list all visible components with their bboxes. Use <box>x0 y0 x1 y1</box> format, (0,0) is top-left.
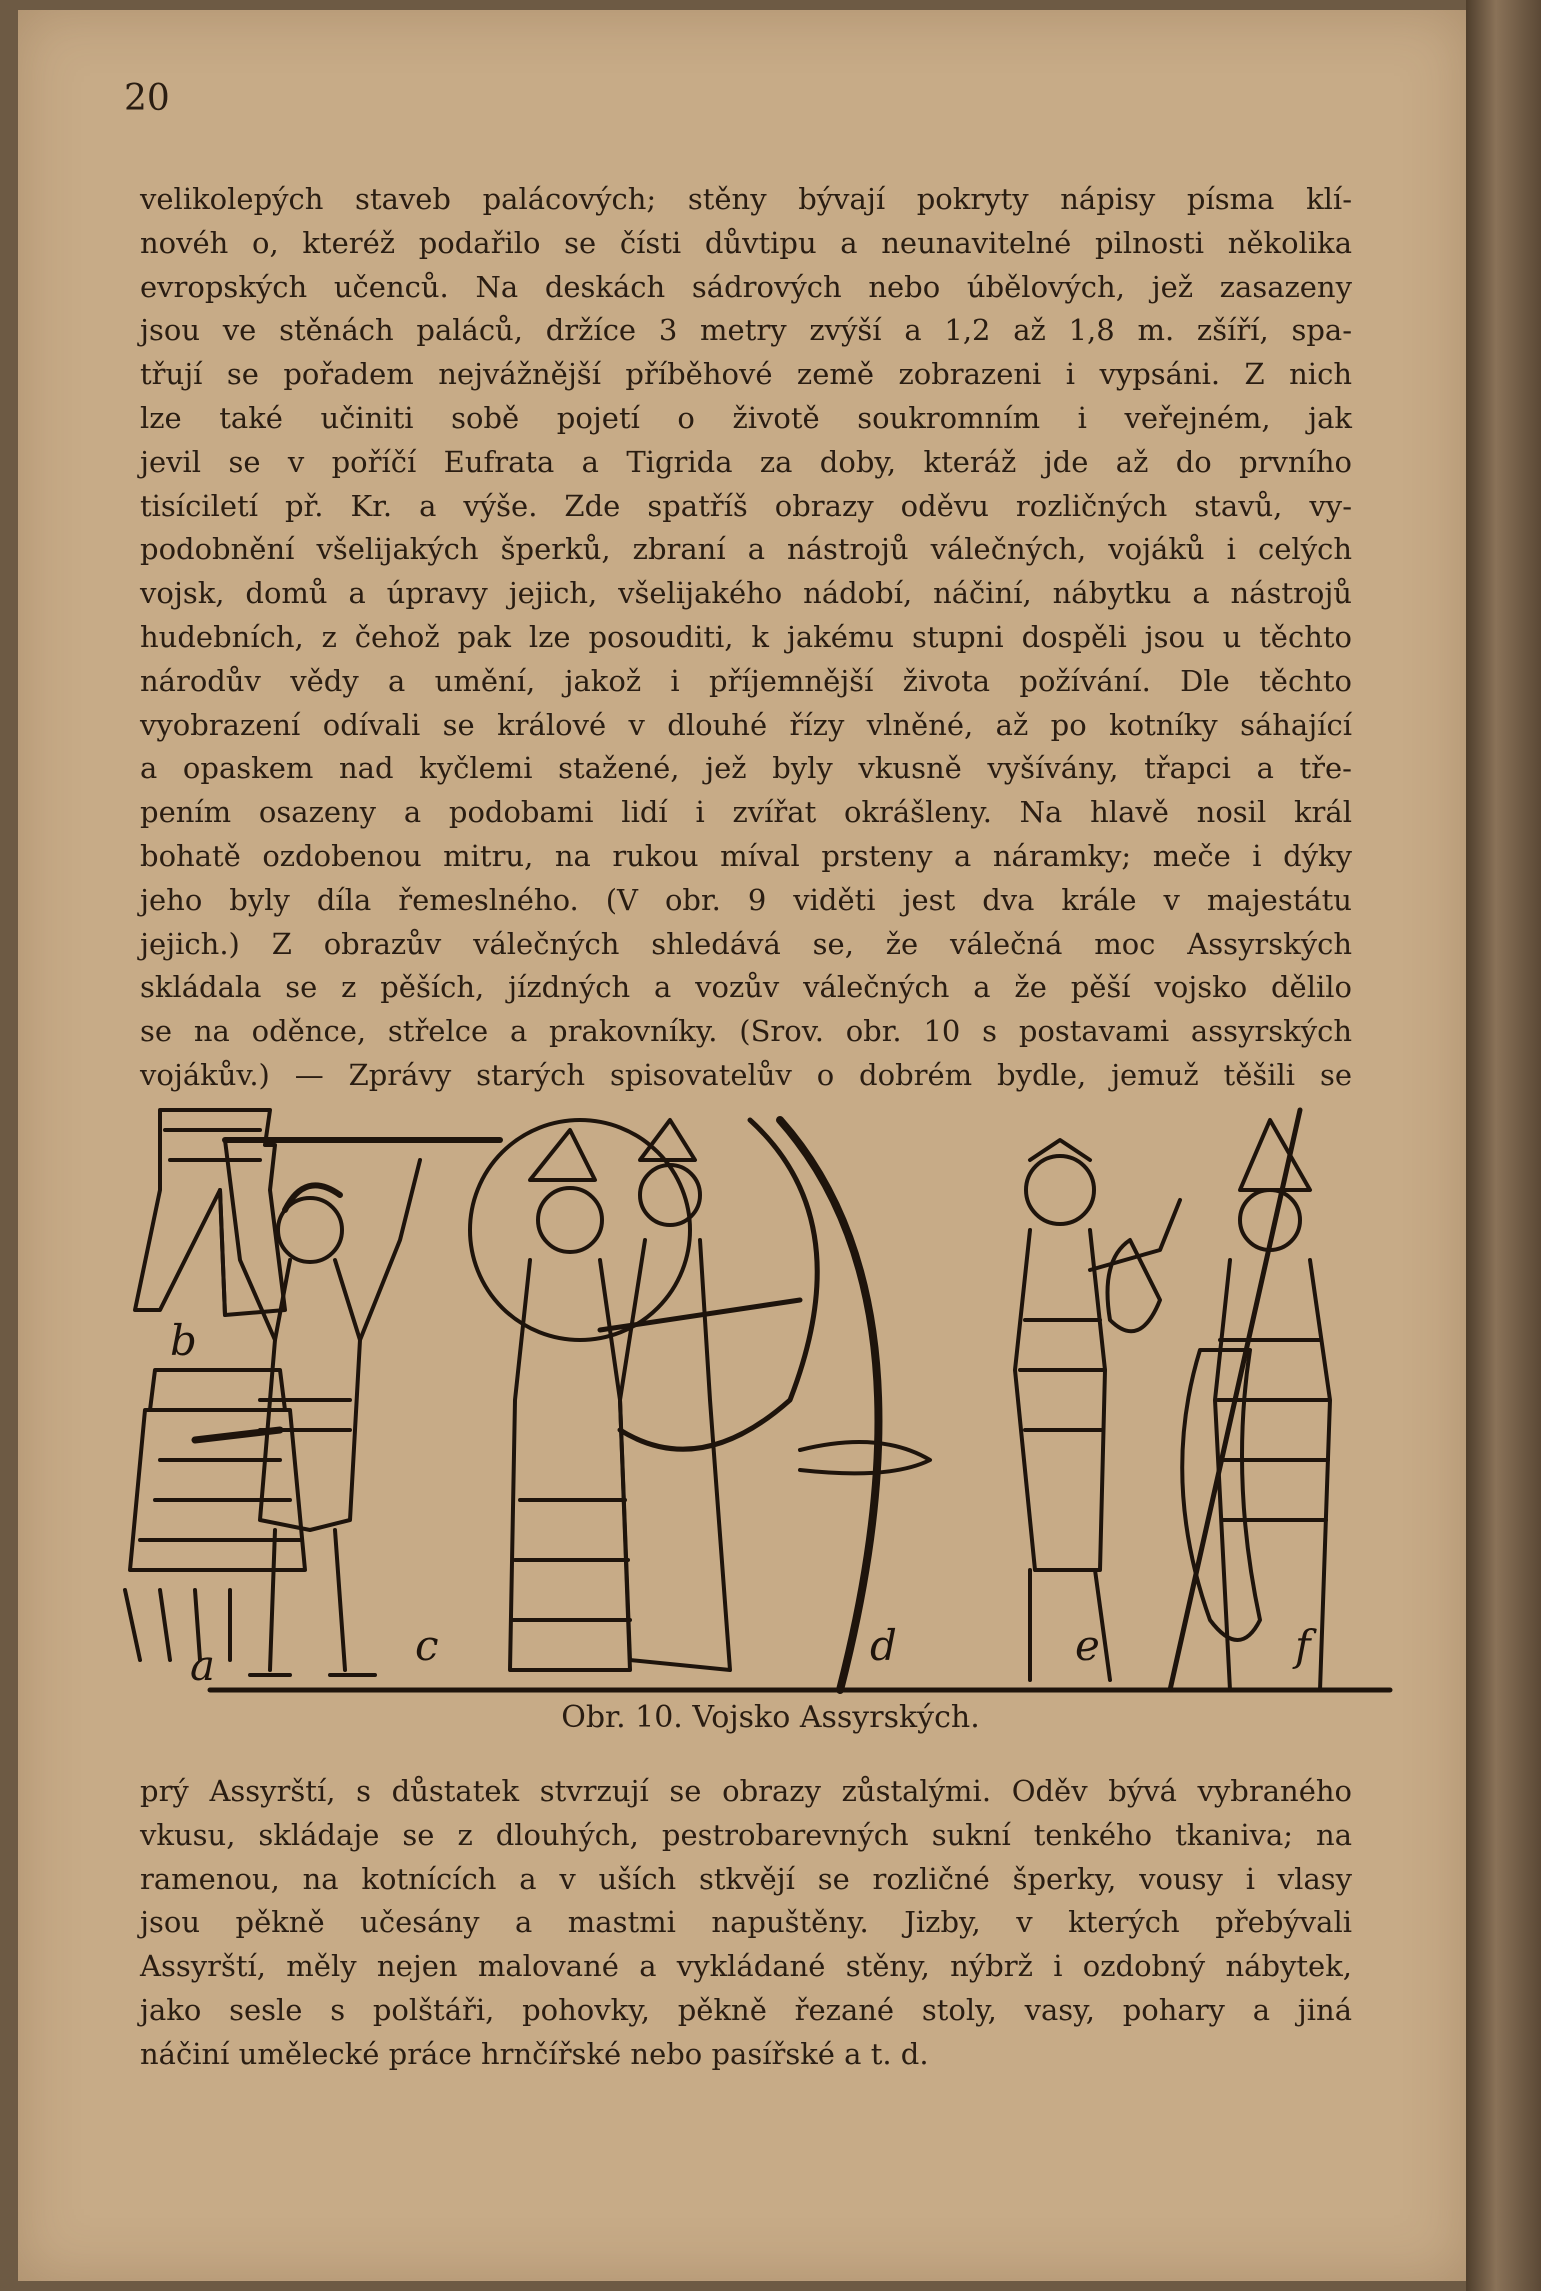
text-line: jevil se v poříčí Eufrata a Tigrida za doby, kteráž jde až do prvního <box>140 444 1352 479</box>
figure-letter-d: d <box>870 1621 897 1670</box>
text-line: Assyrští, měly nejen malované a vykládané stěny, nýbrž i ozdobný nábytek, <box>140 1949 1352 1984</box>
paragraph-1 <box>140 178 1352 1098</box>
text-line: skládala se z pěších, jízdných a vozův válečných a že pěší vojsko dělilo <box>140 970 1352 1005</box>
figure-letter-b: b <box>170 1316 197 1365</box>
text-line: lze také učiniti sobě pojetí o životě soukromním i veřejném, jak <box>140 400 1352 435</box>
text-line: bohatě ozdobenou mitru, na rukou míval prsteny a náramky; meče i dýky <box>140 838 1352 873</box>
spearman-figure-f <box>1170 1110 1330 1690</box>
text-line: jeho byly díla řemeslného. (V obr. 9 viděti jest dva krále v majestátu <box>140 882 1352 917</box>
soldier-figure-e <box>1015 1140 1180 1680</box>
text-line: vkusu, skládaje se z dlouhých, pestrobarevných sukní tenkého tkaniva; na <box>140 1817 1352 1852</box>
text-line: jejich.) Z obrazův válečných shledává se, že válečná moc Assyrských <box>140 926 1352 961</box>
text-line: evropských učenců. Na deskách sádrových nebo úbělových, jež zasazeny <box>140 269 1352 304</box>
text-line: jsou pěkně učesány a mastmi napuštěny. Jizby, v kterých přebývali <box>140 1905 1352 1940</box>
text-line: vojákův.) — Zprávy starých spisovatelův o dobrém bydle, jemuž těšili se <box>140 1057 1352 1092</box>
text-line: novéh o, kteréž podařilo se čísti důvtipu a neunavitelné pilnosti několika <box>140 225 1352 260</box>
text-line: velikolepých staveb palácových; stěny bývají pokryty nápisy písma klí- <box>140 182 1352 216</box>
text-line: náčiní umělecké práce hrnčířské nebo pasířské a t. d. <box>140 2036 929 2071</box>
garment-fragment-a <box>125 1370 305 1660</box>
figure-letter-a: a <box>190 1641 216 1690</box>
text-line: vojsk, domů a úpravy jejich, všelijakého nádobí, náčiní, nábytku a nástrojů <box>140 576 1352 611</box>
text-line: jako sesle s polštáři, pohovky, pěkně řezané stoly, vasy, pohary a jiná <box>140 1992 1352 2027</box>
text-line: jsou ve stěnách paláců, držíce 3 metry zvýší a 1,2 až 1,8 m. zšíří, spa- <box>140 313 1352 348</box>
archer-figures-d <box>510 1120 930 1690</box>
text-line: vyobrazení odívali se králové v dlouhé řízy vlněné, až po kotníky sáhající <box>140 707 1352 742</box>
figure-letter-c: c <box>415 1621 439 1670</box>
text-line: podobnění všelijakých šperků, zbraní a nástrojů válečných, vojáků i celých <box>140 532 1352 567</box>
text-line: a opaskem nad kyčlemi stažené, jež byly vkusně vyšívány, třapci a tře- <box>140 751 1352 786</box>
paragraph-2 <box>140 1770 1352 2077</box>
text-line: tisíciletí př. Kr. a výše. Zde spatříš obrazy oděvu rozličných stavů, vy- <box>140 488 1352 523</box>
text-line: třují se pořadem nejvážnější příběhové země zobrazeni i vypsáni. Z nich <box>140 357 1352 392</box>
figure-letter-e: e <box>1075 1621 1100 1670</box>
page-number: 20 <box>124 78 170 119</box>
book-spine <box>1466 0 1541 2291</box>
slinger-figure-c <box>195 1140 500 1675</box>
text-line: pením osazeny a podobami lidí i zvířat okrášleny. Na hlavě nosil král <box>140 795 1352 830</box>
text-line: se na oděnce, střelce a prakovníky. (Srov. obr. 10 s postavami assyrských <box>140 1014 1352 1049</box>
figure-assyrian-army <box>100 1100 1400 1700</box>
text-line: hudebních, z čehož pak lze posouditi, k jakému stupni dospěli jsou u těchto <box>140 619 1352 654</box>
text-line: prý Assyrští, s důstatek stvrzují se obrazy zůstalými. Oděv bývá vybraného <box>140 1774 1352 1808</box>
text-line: ramenou, na kotnících a v uších stkvějí se rozličné šperky, vousy i vlasy <box>140 1861 1352 1896</box>
text-line: národův vědy a umění, jakož i příjemnější života požívání. Dle těchto <box>140 663 1352 698</box>
figure-caption: Obr. 10. Vojsko Assyrských. <box>561 1700 980 1735</box>
figure-letter-f: f <box>1295 1621 1311 1670</box>
